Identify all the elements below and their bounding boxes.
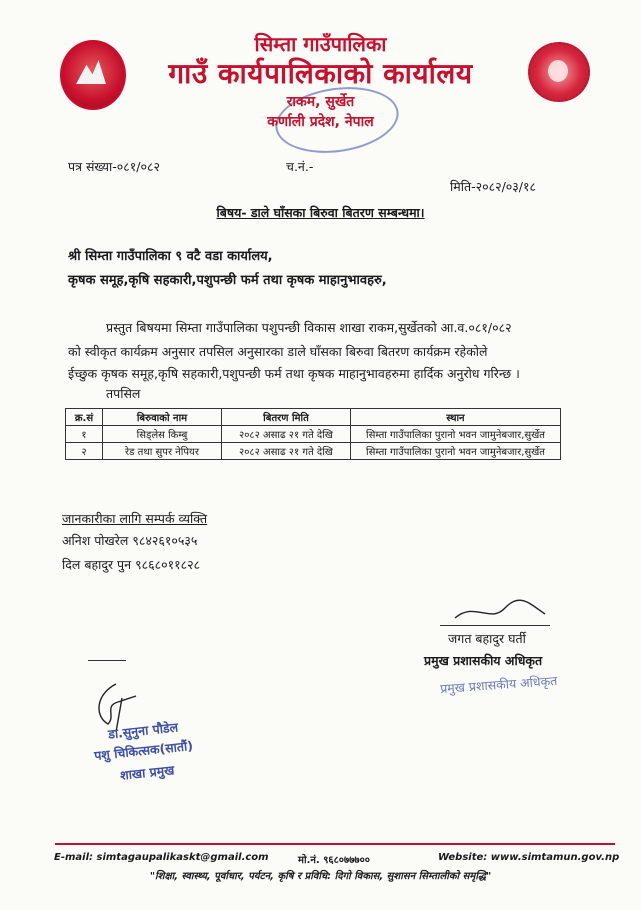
contact-heading: जानकारीका लागि सम्पर्क व्यक्ति: [62, 511, 208, 526]
letter-date: मिति-२०८२/०३/१८: [450, 179, 537, 194]
header-plant: बिरुवाको नाम: [103, 409, 222, 426]
header-date: बितरण मिति: [222, 409, 351, 426]
body-line2: को स्वीकृत कार्यक्रम अनुसार तपसिल अनुसारका डाले घाँसका बिरुवा बितरण कार्यक्रम रहेकोले: [68, 344, 488, 359]
cell-sn: १: [66, 426, 103, 443]
subject: बिषय- डाले घाँसका बिरुवा बितरण सम्बन्धमा।: [216, 205, 425, 220]
signatory-title: प्रमुख प्रशासकीय अधिकृत: [424, 653, 543, 668]
dispatch-number: च.नं.-: [286, 159, 314, 174]
cell-date: २०८२ असाढ २१ गते देखि: [222, 426, 351, 443]
cell-plant: रेड तथा सुपर नेपियर: [103, 443, 222, 460]
table-row: [66, 426, 561, 443]
recipient-line2: कृषक समूह,कृषि सहकारी,पशुपन्छी फर्म तथा कृषक माहानुभावहरु,: [68, 273, 387, 288]
left-stamp-line2: पशु चिकित्सक(सातौं): [93, 737, 194, 764]
footer-website: Website: www.simtamun.gov.np: [438, 852, 620, 863]
address-line2: कर्णाली प्रदेश, नेपाल: [267, 114, 374, 130]
office-title: गाउँ कार्यपालिकाको कार्यालय: [168, 57, 473, 90]
table-header-row: [66, 409, 561, 426]
signatory-stamp: प्रमुख प्रशासकीय अधिकृत: [439, 672, 558, 697]
left-stamp-line3: शाखा प्रमुख: [119, 762, 176, 783]
header-sn: क्र.सं: [66, 409, 103, 426]
letter-number: पत्र संख्या-०८१/०८२: [68, 159, 160, 174]
cell-location: सिम्ता गाउँपालिका पुरानो भवन जामुनेबजार,सुर्खेत: [351, 426, 561, 443]
cell-sn: २: [66, 443, 103, 460]
contact-person1: अनिश पोखरेल ९८४२६१०५३५: [62, 533, 198, 548]
footer-divider: [55, 843, 615, 845]
cell-location: सिम्ता गाउँपालिका पुरानो भवन जामुनेबजार,सुर्खेत: [351, 443, 561, 460]
cell-date: २०८२ असाढ २१ गते देखि: [222, 443, 351, 460]
recipient-line1: श्री सिम्ता गाउँपालिका ९ वटै वडा कार्यालय,: [68, 249, 273, 264]
cell-plant: सिड्लेस किम्बु: [103, 426, 222, 443]
footer-email: E-mail: simtagaupalikaskt@gmail.com: [54, 852, 269, 863]
signature-line: [440, 625, 550, 626]
table-row: [66, 443, 561, 460]
distribution-table: [65, 408, 561, 460]
footer-phone: मो.नं. ९६८०७७७००: [298, 855, 370, 866]
signatory-name: जगत बहादुर घर्ती: [448, 631, 526, 646]
contact-person2: दिल बहादुर पुन ९८६८०११८२८: [62, 557, 201, 572]
tapsil-label: तपसिल: [106, 386, 141, 401]
body-line3: ईच्छुक कृषक समूह,कृषि सहकारी,पशुपन्छी फर्म तथा कृषक माहानुभावहरुमा हार्दिक अनुरोध गरिन्छ ।: [68, 366, 520, 381]
municipality-name: सिम्ता गाउँपालिका: [254, 32, 387, 56]
signature-mark: [450, 596, 550, 626]
header-location: स्थान: [351, 409, 561, 426]
address-line1: राकम, सुर्खेत: [286, 94, 355, 110]
body-line1: प्रस्तुत बिषयमा सिम्ता गाउँपालिका पशुपन्छी विकास शाखा राकम,सुर्खेतको आ.व.०८१/०८२: [106, 320, 512, 335]
footer-slogan: "शिक्षा, स्वास्थ्य, पूर्वाधार, पर्यटन, कृषि र प्रविधि: दिगो विकास, सुशासन सिम्तालीको समृद्धि": [149, 871, 492, 882]
left-stamp-line1: डा.सुनुना पौडेल: [107, 719, 179, 742]
left-signature-line: [88, 660, 126, 661]
